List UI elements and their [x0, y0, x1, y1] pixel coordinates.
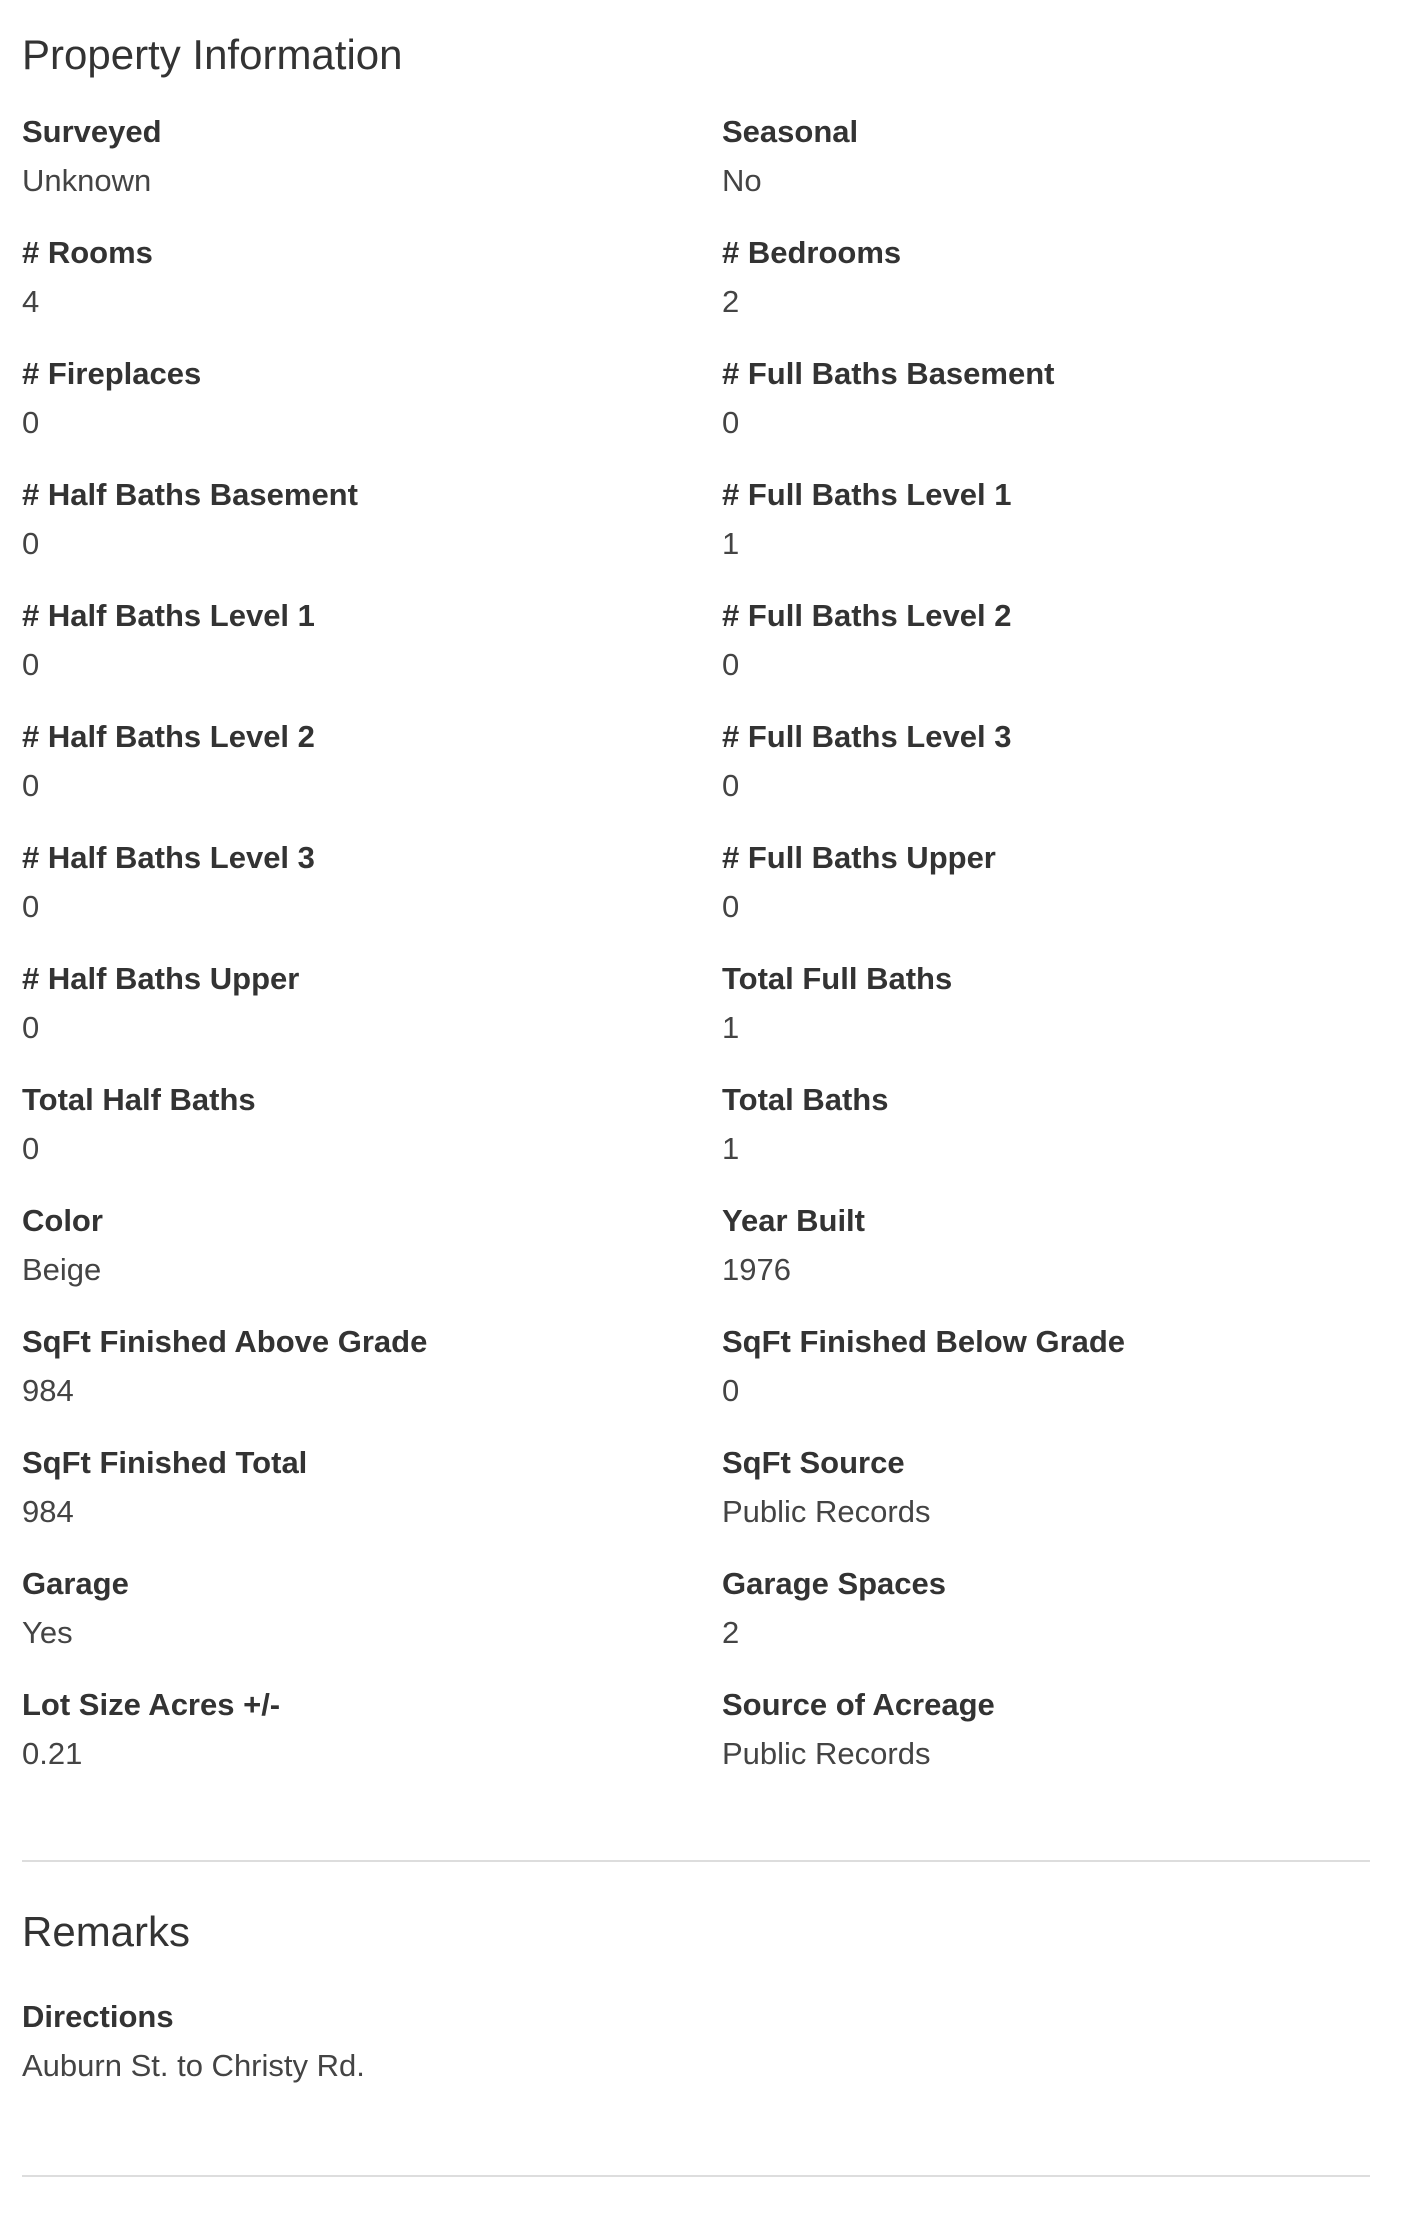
- field-source-of-acreage: [722, 1685, 1382, 1806]
- property-information-grid: [22, 112, 1382, 1806]
- field-value: 0: [722, 768, 740, 803]
- field-value: 1: [722, 1010, 740, 1045]
- field-garage: [22, 1564, 722, 1685]
- field-full-baths-basement: [722, 354, 1382, 475]
- field-value: Public Records: [722, 1494, 931, 1529]
- field-sqft-below-grade: [722, 1322, 1382, 1443]
- field-label: # Half Baths Level 3: [22, 840, 315, 875]
- field-label: # Full Baths Level 2: [722, 598, 1012, 633]
- field-full-baths-level-3: [722, 717, 1382, 838]
- field-value: Public Records: [722, 1736, 931, 1771]
- field-half-baths-upper: [22, 959, 722, 1080]
- field-total-half-baths: [22, 1080, 722, 1201]
- field-value: 0: [22, 526, 40, 561]
- field-value: 0: [22, 1131, 40, 1166]
- field-label: # Half Baths Level 1: [22, 598, 315, 633]
- field-sqft-source: [722, 1443, 1382, 1564]
- field-sqft-total: [22, 1443, 722, 1564]
- field-value: 2: [722, 284, 740, 319]
- field-value: Beige: [22, 1252, 102, 1287]
- field-label: # Full Baths Level 3: [722, 719, 1012, 754]
- field-label: SqFt Finished Below Grade: [722, 1324, 1126, 1359]
- field-label: Source of Acreage: [722, 1687, 995, 1722]
- field-sqft-above-grade: [22, 1322, 722, 1443]
- section-divider: [22, 1860, 1370, 1862]
- field-year-built: [722, 1201, 1382, 1322]
- field-surveyed: [22, 112, 722, 233]
- field-label: Surveyed: [22, 114, 162, 149]
- field-label: # Full Baths Basement: [722, 356, 1055, 391]
- field-label: Total Baths: [722, 1082, 889, 1117]
- field-label: SqFt Finished Above Grade: [22, 1324, 428, 1359]
- field-value: Yes: [22, 1615, 73, 1650]
- field-half-baths-level-3: [22, 838, 722, 959]
- field-value: 1: [722, 1131, 740, 1166]
- field-label: Seasonal: [722, 114, 859, 149]
- field-label: Garage Spaces: [722, 1566, 947, 1601]
- field-value: 0: [22, 768, 40, 803]
- field-label: Directions: [22, 1999, 174, 2034]
- field-value: 0: [22, 405, 40, 440]
- field-value: Auburn St. to Christy Rd.: [22, 2048, 365, 2083]
- field-half-baths-basement: [22, 475, 722, 596]
- field-half-baths-level-1: [22, 596, 722, 717]
- field-value: 1: [722, 526, 740, 561]
- field-label: # Bedrooms: [722, 235, 902, 270]
- field-label: SqFt Finished Total: [22, 1445, 308, 1480]
- field-value: 0.21: [22, 1736, 83, 1771]
- field-label: # Rooms: [22, 235, 153, 270]
- field-label: # Fireplaces: [22, 356, 202, 391]
- field-value: 2: [722, 1615, 740, 1650]
- field-label: Total Half Baths: [22, 1082, 256, 1117]
- field-value: 0: [22, 889, 40, 924]
- field-label: Garage: [22, 1566, 129, 1601]
- field-label: # Half Baths Level 2: [22, 719, 315, 754]
- remarks-heading: Remarks: [22, 1908, 191, 1955]
- field-value: No: [722, 163, 762, 198]
- field-value: Unknown: [22, 163, 152, 198]
- field-value: 984: [22, 1373, 74, 1408]
- field-seasonal: [722, 112, 1382, 233]
- field-label: Total Full Baths: [722, 961, 953, 996]
- field-label: Color: [22, 1203, 103, 1238]
- field-value: 0: [722, 405, 740, 440]
- field-half-baths-level-2: [22, 717, 722, 838]
- field-full-baths-upper: [722, 838, 1382, 959]
- field-lot-size-acres: [22, 1685, 722, 1806]
- field-full-baths-level-2: [722, 596, 1382, 717]
- section-divider: [22, 2175, 1370, 2177]
- field-total-full-baths: [722, 959, 1382, 1080]
- field-label: # Full Baths Level 1: [722, 477, 1012, 512]
- field-label: # Full Baths Upper: [722, 840, 996, 875]
- field-value: 0: [22, 1010, 40, 1045]
- field-label: # Half Baths Upper: [22, 961, 300, 996]
- field-value: 984: [22, 1494, 74, 1529]
- field-color: [22, 1201, 722, 1322]
- field-value: 0: [722, 1373, 740, 1408]
- property-information-heading: Property Information: [22, 31, 403, 78]
- field-value: 4: [22, 284, 40, 319]
- field-full-baths-level-1: [722, 475, 1382, 596]
- field-label: Lot Size Acres +/-: [22, 1687, 281, 1722]
- field-bedrooms: [722, 233, 1382, 354]
- field-value: 0: [722, 889, 740, 924]
- field-fireplaces: [22, 354, 722, 475]
- field-label: # Half Baths Basement: [22, 477, 358, 512]
- field-value: 0: [722, 647, 740, 682]
- field-rooms: [22, 233, 722, 354]
- field-value: 1976: [722, 1252, 791, 1287]
- field-garage-spaces: [722, 1564, 1382, 1685]
- field-value: 0: [22, 647, 40, 682]
- field-label: Year Built: [722, 1203, 865, 1238]
- field-total-baths: [722, 1080, 1382, 1201]
- field-label: SqFt Source: [722, 1445, 905, 1480]
- field-directions: [22, 1997, 365, 2086]
